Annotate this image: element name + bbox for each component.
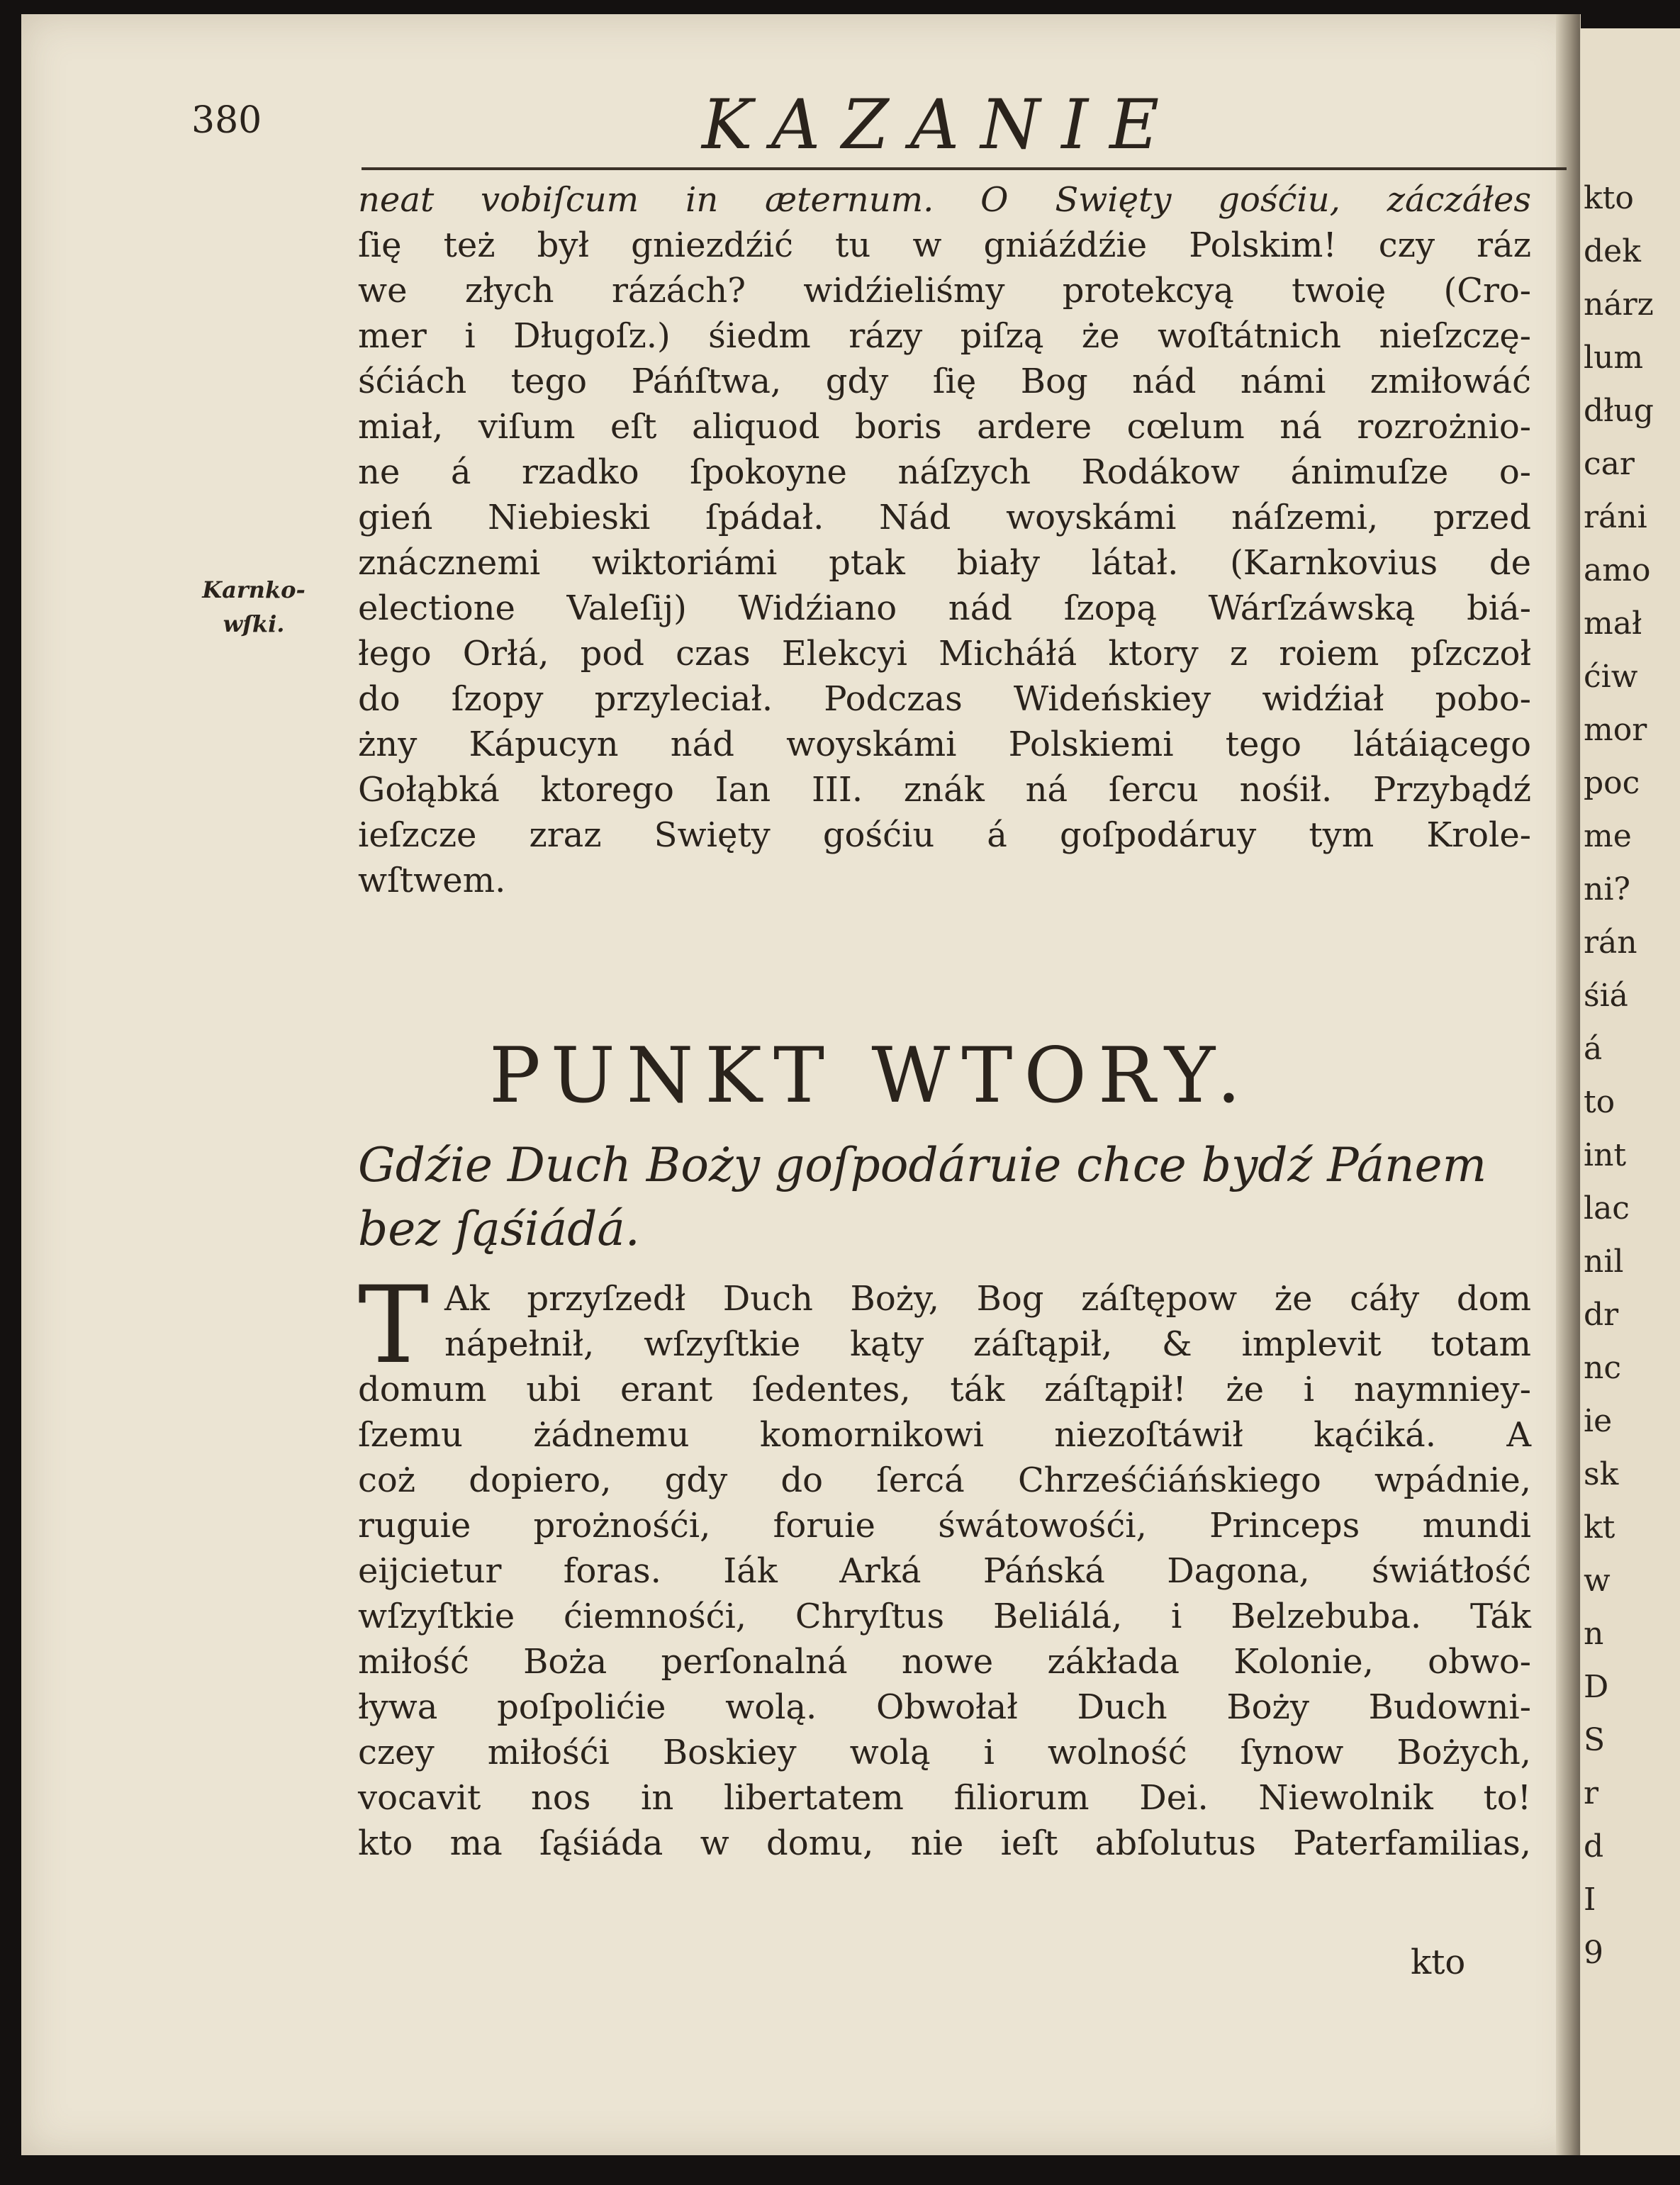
text-line: znácznemi wiktoriámi ptak biały látał. (Karnkovius de (358, 543, 1531, 583)
section-heading: PUNKT WTORY. (489, 1032, 1253, 1120)
facing-page-fragment: ćiw (1584, 659, 1638, 695)
text-line: Ak przyſzedł Duch Boży, Bog záſtępow że cáły dom (444, 1279, 1531, 1319)
facing-page-fragment: á (1584, 1031, 1603, 1067)
text-line: czey miłośći Boskiey wolą i wolność ſynow Bożych, (358, 1733, 1531, 1772)
facing-page-fragment: ráni (1584, 499, 1647, 535)
facing-page-fragment: car (1584, 446, 1635, 482)
facing-page-fragment: lum (1584, 340, 1644, 376)
facing-page-fragment: S (1584, 1722, 1606, 1758)
facing-page-fragment: rán (1584, 924, 1637, 961)
facing-page-fragment: d (1584, 1828, 1604, 1865)
running-head: KAZANIE (702, 85, 1181, 164)
text-line: vocavit nos in libertatem filiorum Dei. Niewolnik to! (358, 1778, 1531, 1818)
facing-page-fragment: poc (1584, 765, 1640, 801)
facing-page-fragment: me (1584, 818, 1632, 854)
facing-page-fragment: w (1584, 1563, 1611, 1599)
facing-page-fragment: kt (1584, 1509, 1615, 1546)
text-line: neat vobiſcum in æternum. O Swięty gośćiu, záczáłes (358, 180, 1531, 220)
facing-page-fragment: n (1584, 1616, 1604, 1652)
facing-page-fragment: nil (1584, 1244, 1624, 1280)
text-line: ływa poſpolićie wolą. Obwołał Duch Boży Budowni- (358, 1687, 1531, 1727)
facing-page-fragment: amo (1584, 552, 1651, 588)
text-line: mer i Długoſz.) śiedm rázy piſzą że woſtátnich nieſzczę- (358, 316, 1531, 356)
page-gutter (1556, 14, 1580, 2155)
facing-page-fragment: 9 (1584, 1935, 1603, 1971)
facing-page-fragment: mał (1584, 605, 1642, 642)
text-line: ieſzcze zraz Swięty gośćiu á goſpodáruy tym Krole- (358, 815, 1531, 855)
facing-page-fragment: dek (1584, 233, 1641, 269)
text-line: coż dopiero, gdy do ſercá Chrześćiáńskiego wpádnie, (358, 1460, 1531, 1500)
catchword: kto (1411, 1943, 1466, 1982)
facing-page-edge (1575, 28, 1680, 2155)
margin-note-line: Karnko- (202, 576, 306, 603)
section-subheading: Gdźie Duch Boży goſpodáruie chce bydź Pánem (358, 1138, 1487, 1192)
facing-page-fragment: r (1584, 1775, 1599, 1811)
text-line: miał, viſum eſt aliquod boris ardere cœlum ná rozrożnio- (358, 407, 1531, 447)
facing-page-fragment: lac (1584, 1190, 1630, 1226)
section-subheading: bez ſąśiádá. (358, 1202, 640, 1256)
text-line: eijcietur foras. Iák Arká Páńská Dagona, świátłość (358, 1551, 1531, 1591)
text-line: żny Kápucyn nád woyskámi Polskiemi tego látáiącego (358, 725, 1531, 764)
text-line: łego Orłá, pod czas Elekcyi Micháłá ktory z roiem pſzczoł (358, 634, 1531, 674)
facing-page-fragment: sk (1584, 1456, 1619, 1492)
facing-page-fragment: D (1584, 1669, 1609, 1705)
text-line: domum ubi erant ſedentes, ták záſtąpił! że i naymniey- (358, 1370, 1531, 1409)
facing-page-fragment: ie (1584, 1403, 1613, 1439)
text-line: ne á rzadko ſpokoyne náſzych Rodákow ánimuſze o- (358, 452, 1531, 492)
text-line: śćiách tego Páńſtwa, gdy ſię Bog nád námi zmiłowáć (358, 362, 1531, 401)
text-line: miłość Boża perſonalná nowe zákłada Kolonie, obwo- (358, 1642, 1531, 1682)
facing-page-fragment: dr (1584, 1297, 1619, 1333)
text-line: nápełnił, wſzyſtkie kąty záſtąpił, & implevit totam (444, 1324, 1531, 1364)
facing-page-fragment: mor (1584, 712, 1647, 748)
facing-page-fragment: I (1584, 1882, 1596, 1918)
text-line: wſzyſtkie ćiemnośći, Chryſtus Beliálá, i Belzebuba. Ták (358, 1597, 1531, 1636)
margin-note (183, 573, 325, 641)
margin-note-line: wſki. (223, 610, 285, 637)
text-line: ſzemu żádnemu komornikowi niezoſtáwił kąćiká. A (358, 1415, 1531, 1455)
header-rule (362, 167, 1567, 170)
text-line: ruguie prożnośći, foruie śwátowośći, Princeps mundi (358, 1506, 1531, 1546)
facing-page-fragment: kto (1584, 180, 1634, 216)
text-line: electione Valeſij) Widźiano nád ſzopą Wárſzáwską biá- (358, 588, 1531, 628)
facing-page-fragment: śiá (1584, 978, 1628, 1014)
text-line: ſię też był gniezdźić tu w gniáźdźie Polskim! czy ráz (358, 225, 1531, 265)
page-number: 380 (191, 99, 262, 142)
facing-page-fragment: dług (1584, 393, 1654, 429)
facing-page-fragment: to (1584, 1084, 1615, 1120)
facing-page-fragment: ni? (1584, 871, 1630, 907)
scan-bottom-edge (0, 2155, 1680, 2185)
text-line: gień Niebieski ſpádał. Nád woyskámi náſzemi, przed (358, 498, 1531, 537)
text-line: we złych rázách? widźieliśmy protekcyą twoię (Cro- (358, 271, 1531, 311)
text-line: wſtwem. (358, 861, 506, 900)
text-line: Gołąbká ktorego Ian III. znák ná ſercu nośił. Przybądź (358, 770, 1531, 810)
facing-page-fragment: int (1584, 1137, 1627, 1173)
facing-page-fragment: nc (1584, 1350, 1621, 1386)
text-line: kto ma ſąśiáda w domu, nie ieſt abſolutus Paterfamilias, (358, 1823, 1531, 1863)
text-line: do ſzopy przyleciał. Podczas Wideńskiey widźiał pobo- (358, 679, 1531, 719)
facing-page-fragment: nárz (1584, 286, 1654, 323)
drop-cap: T (358, 1264, 430, 1387)
